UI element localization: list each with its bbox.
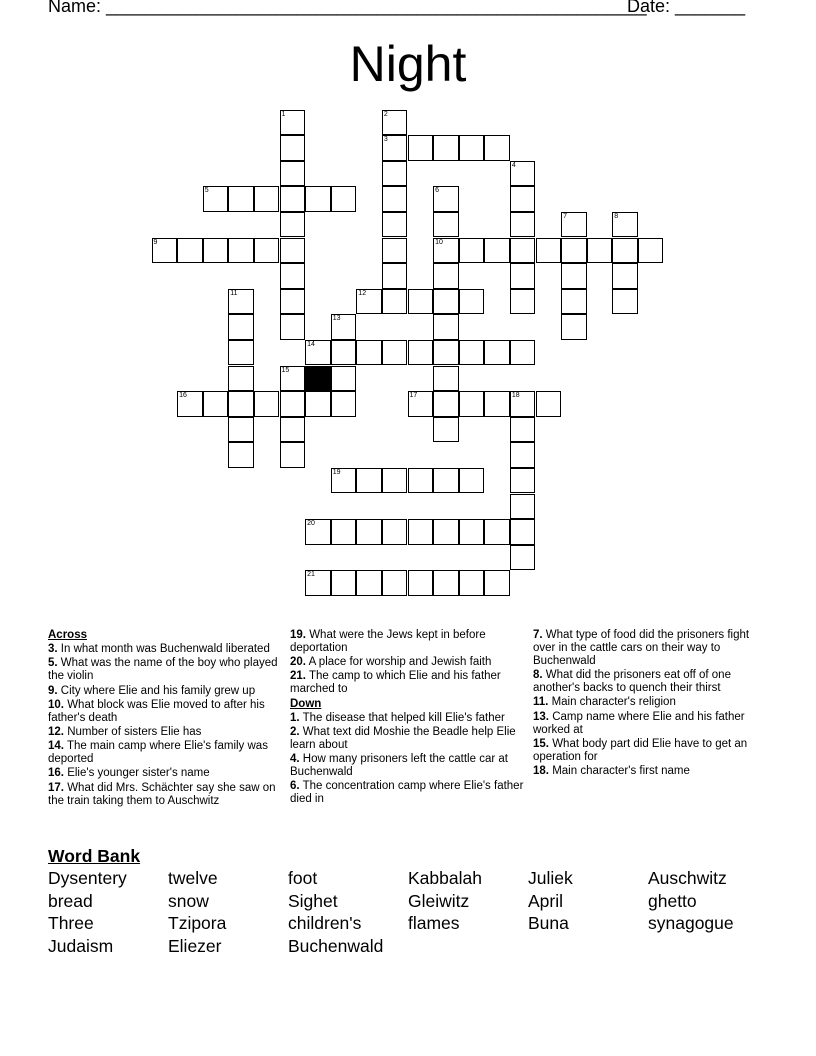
grid-cell[interactable] (408, 519, 434, 545)
grid-cell[interactable] (280, 161, 306, 187)
clue-item (290, 780, 526, 806)
clue-item (533, 669, 771, 695)
clue-text: What text did Moshie the Beadle help Elie learn about (290, 725, 516, 751)
clue-number-label: 20. (290, 656, 306, 669)
grid-cell[interactable] (228, 314, 254, 340)
clue-number-label: 10. (48, 698, 64, 711)
clue-number-label: 2. (290, 725, 300, 738)
grid-cell[interactable] (254, 391, 280, 417)
grid-cell[interactable] (280, 314, 306, 340)
grid-cell[interactable] (331, 519, 357, 545)
date-field-label: Date: _______ (627, 0, 746, 16)
grid-cell[interactable] (331, 340, 357, 366)
word-bank-item: Judaism (48, 936, 114, 956)
word-bank-item: Three (48, 913, 94, 933)
clue-number: 18 (511, 392, 520, 400)
grid-cell[interactable] (382, 570, 408, 596)
grid-cell[interactable] (561, 263, 587, 289)
grid-cell[interactable] (280, 366, 306, 392)
clue-number: 20 (307, 520, 315, 528)
grid-cell[interactable] (203, 186, 229, 212)
grid-cell[interactable] (459, 468, 485, 494)
grid-cell[interactable] (382, 212, 408, 238)
grid-cell[interactable] (408, 570, 434, 596)
clue-text: What were the Jews kept in before deportation (290, 629, 486, 654)
clue-text: How many prisoners left the cattle car at Buchenwald (290, 753, 508, 779)
clue-text: What did Mrs. Schächter say she saw on the train taking them to Auschwitz (48, 781, 276, 807)
grid-cell[interactable] (510, 238, 536, 264)
clue-item (533, 711, 771, 737)
grid-cell[interactable] (612, 263, 638, 289)
grid-cell[interactable] (638, 238, 664, 264)
clue-number: 17 (409, 392, 418, 400)
clue-text: The concentration camp where Elie's father died in (290, 780, 524, 806)
clue-number: 9 (153, 238, 158, 246)
clue-item (48, 643, 284, 656)
grid-cell[interactable] (228, 340, 254, 366)
grid-cell[interactable] (280, 110, 306, 136)
clues-column-2 (290, 629, 526, 808)
grid-cell[interactable] (331, 468, 357, 494)
grid-cell[interactable] (280, 263, 306, 289)
grid-cell[interactable] (433, 340, 459, 366)
word-bank-item: Buna (528, 913, 569, 933)
grid-cell[interactable] (587, 238, 613, 264)
word-bank-item: synagogue (648, 913, 734, 933)
grid-cell[interactable] (356, 519, 382, 545)
clue-number: 15 (281, 366, 290, 374)
grid-cell[interactable] (561, 238, 587, 264)
grid-cell[interactable] (408, 135, 434, 161)
word-bank-item: Auschwitz (648, 868, 727, 888)
clue-number-label: 14. (48, 740, 64, 753)
grid-cell[interactable] (382, 468, 408, 494)
clue-number: 2 (383, 110, 388, 118)
word-bank-item: April (528, 891, 564, 911)
grid-cell[interactable] (382, 289, 408, 315)
clue-number-label: 6. (290, 780, 300, 793)
grid-cell[interactable] (561, 212, 587, 238)
word-bank-item: bread (48, 891, 93, 911)
clue-number: 11 (230, 289, 238, 297)
clue-number-label: 18. (533, 764, 549, 777)
grid-cell[interactable] (510, 391, 536, 417)
clue-text: Number of sisters Elie has (67, 725, 202, 738)
grid-cell[interactable] (331, 391, 357, 417)
clue-number-label: 5. (48, 657, 58, 670)
grid-cell[interactable] (510, 442, 536, 468)
grid-cell[interactable] (536, 238, 562, 264)
grid-cell[interactable] (228, 417, 254, 443)
grid-cell[interactable] (510, 519, 536, 545)
grid-cell[interactable] (382, 519, 408, 545)
clue-text: What was the name of the boy who played the violin (48, 657, 278, 683)
grid-cell[interactable] (459, 570, 485, 596)
grid-cell[interactable] (331, 314, 357, 340)
clue-number: 8 (614, 212, 619, 220)
word-bank-item: Gleiwitz (408, 891, 470, 911)
clue-text: What type of food did the prisoners fight over in the cattle cars on their way to Buchenwald (533, 629, 750, 667)
grid-cell[interactable] (331, 570, 357, 596)
grid-cell[interactable] (484, 238, 510, 264)
grid-cell[interactable] (356, 570, 382, 596)
grid-cell[interactable] (459, 340, 485, 366)
clue-section-heading: Across (48, 629, 87, 641)
clue-text: A place for worship and Jewish faith (308, 656, 492, 669)
grid-cell[interactable] (484, 135, 510, 161)
grid-cell[interactable] (510, 494, 536, 520)
grid-cell[interactable] (612, 212, 638, 238)
grid-cell[interactable] (331, 186, 357, 212)
clue-number-label: 4. (290, 753, 300, 766)
clue-text: Elie's younger sister's name (67, 767, 210, 780)
grid-cell[interactable] (356, 340, 382, 366)
clue-text: What body part did Elie have to get an operation for (533, 737, 748, 763)
grid-cell[interactable] (459, 238, 485, 264)
grid-cell[interactable] (484, 391, 510, 417)
grid-cell[interactable] (433, 391, 459, 417)
clue-number-label: 7. (533, 629, 543, 641)
clue-number-label: 3. (48, 643, 58, 656)
word-bank-item: Buchenwald (288, 936, 384, 956)
grid-cell[interactable] (280, 135, 306, 161)
grid-cell[interactable] (484, 570, 510, 596)
word-bank-item: flames (408, 913, 460, 933)
grid-cell[interactable] (203, 391, 229, 417)
grid-cell[interactable] (305, 186, 331, 212)
clues-column-3 (533, 629, 771, 779)
grid-cell[interactable] (228, 289, 254, 315)
clue-text: Main character's religion (551, 696, 676, 709)
grid-cell[interactable] (433, 468, 459, 494)
grid-cell[interactable] (280, 186, 306, 212)
grid-cell[interactable] (433, 135, 459, 161)
clue-item (48, 782, 284, 808)
grid-cell[interactable] (152, 238, 178, 264)
grid-cell[interactable] (561, 289, 587, 315)
grid-cell[interactable] (280, 238, 306, 264)
grid-cell[interactable] (382, 110, 408, 136)
clue-item (533, 696, 771, 709)
grid-cell[interactable] (254, 238, 280, 264)
grid-cell[interactable] (536, 391, 562, 417)
grid-cell[interactable] (433, 366, 459, 392)
clue-item (533, 738, 771, 764)
clue-text: What did the prisoners eat off of one another's backs to quench their thirst (533, 669, 731, 695)
grid-cell[interactable] (433, 314, 459, 340)
grid-cell[interactable] (510, 263, 536, 289)
grid-cell[interactable] (356, 289, 382, 315)
clue-number: 19 (332, 468, 341, 476)
name-field-label: Name: ______________________________________________________ (48, 0, 647, 16)
word-bank-item: Juliek (528, 868, 573, 888)
clue-number: 21 (307, 571, 315, 579)
clue-item (290, 726, 526, 752)
clue-number-label: 19. (290, 629, 306, 641)
clue-text: City where Elie and his family grew up (60, 684, 256, 697)
clue-number: 3 (383, 136, 388, 144)
clue-number: 12 (358, 289, 367, 297)
word-bank-item: Eliezer (168, 936, 222, 956)
grid-cell[interactable] (228, 186, 254, 212)
clue-item (533, 629, 771, 668)
clue-number: 1 (281, 110, 286, 118)
clue-number-label: 11. (533, 696, 549, 709)
clue-text: The disease that helped kill Elie's father (302, 711, 505, 724)
grid-cell[interactable] (305, 340, 331, 366)
grid-cell[interactable] (510, 289, 536, 315)
grid-cell[interactable] (433, 238, 459, 264)
grid-cell[interactable] (408, 391, 434, 417)
word-bank-item: ghetto (648, 891, 697, 911)
grid-cell[interactable] (177, 238, 203, 264)
clue-item (48, 726, 284, 739)
grid-cell[interactable] (356, 468, 382, 494)
clue-text: In what month was Buchenwald liberated (60, 643, 270, 656)
grid-cell[interactable] (177, 391, 203, 417)
clue-item (48, 699, 284, 725)
grid-cell[interactable] (280, 212, 306, 238)
grid-cell[interactable] (408, 468, 434, 494)
grid-cell[interactable] (331, 366, 357, 392)
clue-text: The main camp where Elie's family was deported (48, 740, 268, 766)
clue-item (48, 685, 284, 698)
clue-section-heading: Down (290, 697, 322, 710)
clue-number-label: 17. (48, 781, 64, 794)
word-bank-item: twelve (168, 868, 218, 888)
grid-cell[interactable] (305, 519, 331, 545)
clue-number: 13 (332, 315, 341, 323)
clue-text: What block was Elie moved to after his father's death (48, 698, 265, 724)
clue-number: 6 (435, 187, 439, 195)
grid-cell[interactable] (561, 314, 587, 340)
grid-cell[interactable] (408, 289, 434, 315)
grid-cell[interactable] (510, 545, 536, 571)
grid-cell[interactable] (280, 442, 306, 468)
grid-cell[interactable] (280, 391, 306, 417)
clue-item (48, 767, 284, 780)
clue-number-label: 15. (533, 737, 549, 750)
clue-number: 4 (511, 161, 516, 169)
grid-cell[interactable] (612, 289, 638, 315)
clue-number-label: 12. (48, 725, 64, 738)
clue-item (290, 656, 526, 669)
clue-number-label: 13. (533, 710, 549, 723)
clue-item (533, 765, 771, 778)
clue-item (290, 753, 526, 779)
word-bank-title: Word Bank (48, 846, 141, 866)
clue-number-label: 9. (48, 684, 58, 697)
grid-cell[interactable] (382, 186, 408, 212)
grid-cell[interactable] (459, 519, 485, 545)
puzzle-title: Night (349, 36, 467, 92)
grid-cell[interactable] (510, 340, 536, 366)
grid-cell[interactable] (510, 161, 536, 187)
clue-number-label: 21. (290, 670, 306, 683)
clue-number: 10 (435, 238, 443, 246)
grid-cell[interactable] (382, 135, 408, 161)
clue-item (290, 670, 526, 696)
grid-cell[interactable] (433, 212, 459, 238)
clue-item (290, 712, 526, 725)
grid-cell[interactable] (382, 340, 408, 366)
grid-cell[interactable] (203, 238, 229, 264)
grid-cell[interactable] (408, 340, 434, 366)
grid-cell[interactable] (459, 391, 485, 417)
word-bank-item: Kabbalah (408, 868, 482, 888)
grid-cell[interactable] (280, 289, 306, 315)
clue-number: 16 (179, 392, 187, 400)
clue-item (48, 657, 284, 683)
grid-cell[interactable] (228, 366, 254, 392)
clue-number-label: 8. (533, 669, 543, 682)
grid-cell[interactable] (280, 417, 306, 443)
clue-number-label: 1. (290, 711, 300, 724)
grid-cell[interactable] (484, 519, 510, 545)
grid-cell[interactable] (228, 238, 254, 264)
grid-cell[interactable] (433, 417, 459, 443)
clue-number: 14 (307, 340, 315, 348)
grid-cell[interactable] (305, 570, 331, 596)
clue-item (290, 629, 526, 655)
grid-cell[interactable] (433, 570, 459, 596)
grid-cell[interactable] (228, 391, 254, 417)
grid-cell[interactable] (382, 238, 408, 264)
grid-cell[interactable] (433, 289, 459, 315)
grid-cell[interactable] (510, 417, 536, 443)
clue-text: Main character's first name (552, 764, 690, 777)
clue-number: 5 (204, 187, 209, 195)
clue-number: 7 (563, 212, 567, 220)
grid-cell[interactable] (305, 391, 331, 417)
clue-item (48, 740, 284, 766)
grid-cell[interactable] (433, 263, 459, 289)
clues-column-1 (48, 629, 284, 809)
grid-cell[interactable] (228, 442, 254, 468)
grid-cell[interactable] (612, 238, 638, 264)
grid-cell[interactable] (254, 186, 280, 212)
grid-cell[interactable] (510, 468, 536, 494)
clue-text: Camp name where Elie and his father worked at (533, 710, 745, 736)
grid-cell[interactable] (510, 212, 536, 238)
grid-cell[interactable] (433, 186, 459, 212)
grid-cell[interactable] (459, 289, 485, 315)
grid-cell[interactable] (382, 161, 408, 187)
grid-cell[interactable] (484, 340, 510, 366)
clue-text: The camp to which Elie and his father marched to (290, 670, 501, 696)
word-bank-item: Dysentery (48, 868, 127, 888)
black-cell (305, 366, 331, 392)
word-bank-item: snow (168, 891, 209, 911)
clue-number-label: 16. (48, 767, 64, 780)
grid-cell[interactable] (433, 519, 459, 545)
grid-cell[interactable] (510, 186, 536, 212)
word-bank-item: Sighet (288, 891, 338, 911)
word-bank-item: Tzipora (168, 913, 227, 933)
grid-cell[interactable] (459, 135, 485, 161)
word-bank-item: children's (288, 913, 362, 933)
grid-cell[interactable] (382, 263, 408, 289)
word-bank-item: foot (288, 868, 318, 888)
